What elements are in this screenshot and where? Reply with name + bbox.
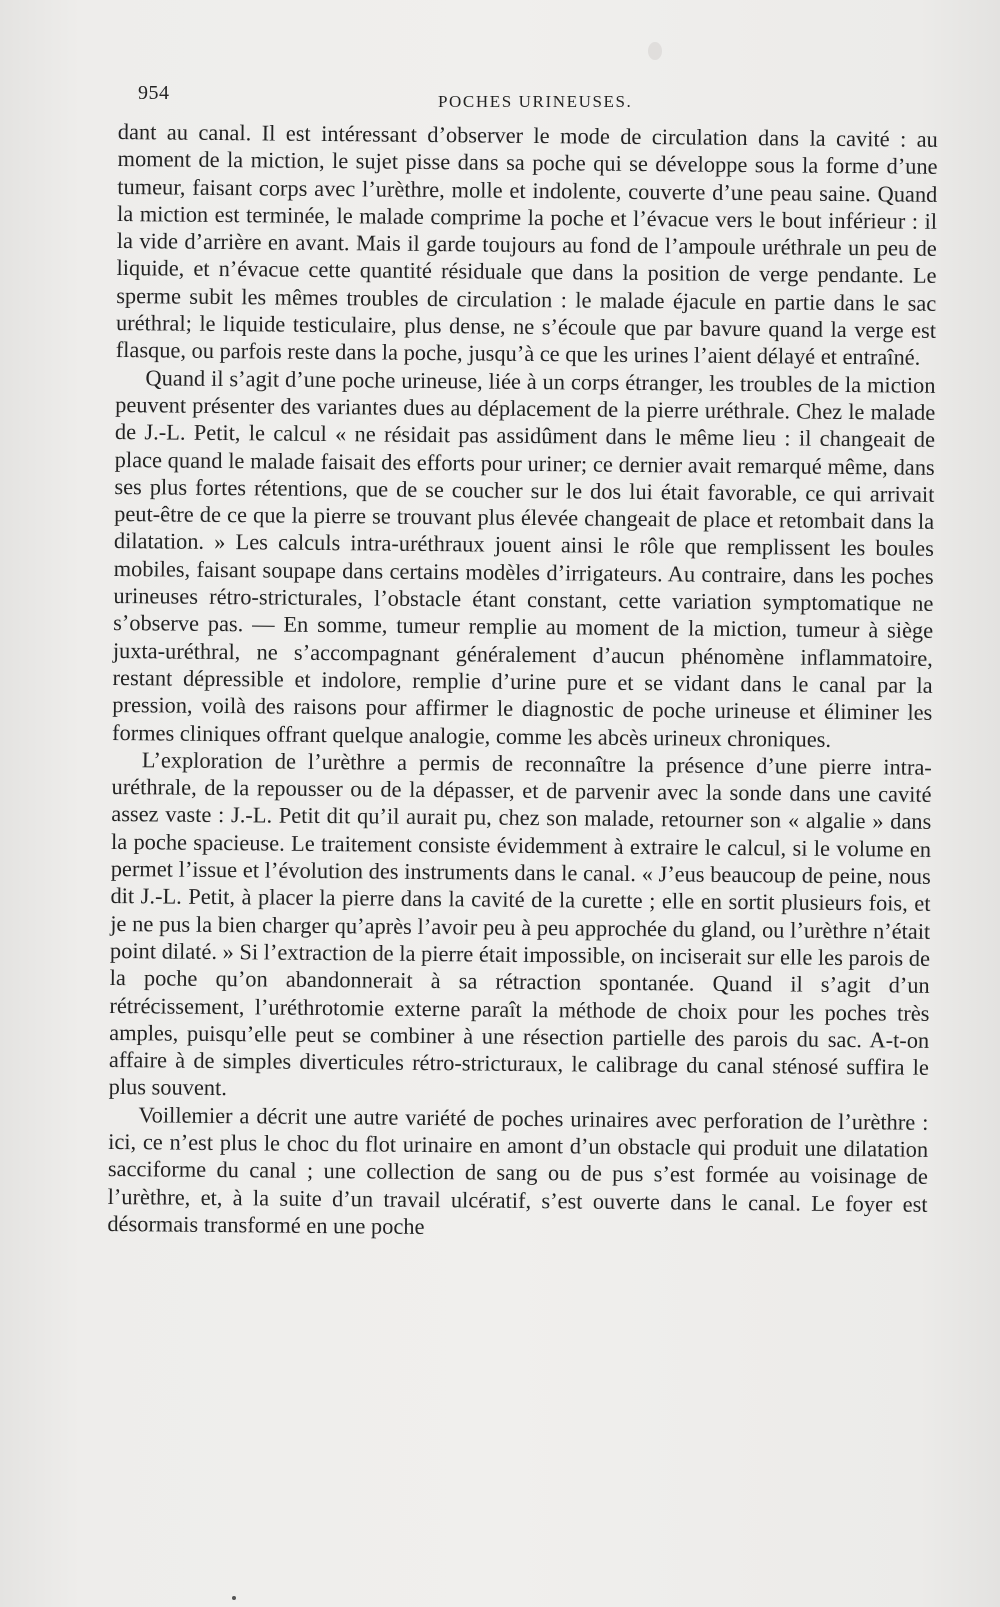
paragraph-calculus-symptoms: Quand il s’agit d’une poche urineuse, liée à un corps étranger, les troubles de la miction peuvent présenter des variantes dues au déplacement de la pierre uréthrale. Chez le malade de J.-L. Petit, le calcul « ne résidait pas assidûment dans le même lieu : il changeait de place quand le malade faisait des efforts pour uriner; ce dernier avait remarqué même, dans ses plus fortes rétentions, que de se coucher sur le dos lui était favorable, ce qui arrivait peut-être de ce que la pierre se trouvant plus élevée changeait de place et retombait dans la dilatation. » Les calculs intra-uréthraux jouent ainsi le rôle que remplissent les boules mobiles, faisant soupape dans certains modèles d’irrigateurs. Au contraire, dans les poches urineuses rétro-stricturales, l’obstacle étant constant, cette variation symptomatique ne s’observe pas. — En somme, tumeur remplie au moment de la miction, tumeur à siège juxta-uréthral, ne s’accompagnant généralement d’aucun phénomène inflammatoire, restant dépressible et indolore, remplie d’urine pure et se vidant dans le canal par la pression, voilà des raisons pour affirmer le diagnostic de poche urineuse et éliminer les formes cliniques offrant quelque analogie, comme les abcès urineux chroniques. [111,364,936,752]
page-header [138,82,938,114]
body-text [107,118,938,1245]
running-title: POCHES URINEUSES. [438,92,633,111]
ink-speck [232,1596,236,1600]
paragraph-voillemier: Voillemier a décrit une autre variété de poches urinaires avec perforation de l’urèthre : ici, ce n’est plus le choc du flot urinaire en amont d’un obstacle qui produit une dilatation sacciforme du canal ; une collection de sang ou de pus s’est formée au voisinage de l’urèthre, et, à la suite d’un travail ulcératif, s’est ouverte dans le canal. Le foyer est désormais transformé en une poche [107,1101,929,1239]
paragraph-treatment: L’exploration de l’urèthre a permis de reconnaître la présence d’une pierre intra-uréthrale, de la repousser ou de la dépasser, et de parvenir avec la sonde dans une cavité assez vaste : J.-L. Petit dit qu’il aurait pu, chez son malade, retourner son « algalie » dans la poche spacieuse. Le traitement consiste évidemment à extraire le calcul, si le volume en permet l’issue et l’évolution des instruments dans le canal. « J’eus beaucoup de peine, nous dit J.-L. Petit, à placer la pierre dans la cavité de la curette ; elle en sortit plusieurs fois, et je ne pus la bien charger qu’après l’avoir peu à peu approchée du gland, ou l’urèthre n’était point dilaté. » Si l’extraction de la pierre était impossible, on inciserait sur elle les parois de la poche qu’on abandonnerait à sa rétraction spontanée. Quand il s’agit d’un rétrécissement, l’uréthrotomie externe paraît la méthode de choix pour les poches très amples, puisqu’elle peut se combiner à une résection partielle des parois du sac. A-t-on affaire à de simples diverticules rétro-stricturaux, le calibrage du canal sténosé suffira le plus souvent. [108,747,932,1101]
page-number: 954 [138,82,170,104]
paper-blemish [648,42,662,60]
paragraph-continuation: dant au canal. Il est intéressant d’observer le mode de circulation dans la cavité : au moment de la miction, le sujet pisse dans sa poche qui se développe sous la forme d’une tumeur, faisant corps avec l’urèthre, molle et indolente, couverte d’une peau saine. Quand la miction est terminée, le malade comprime la poche et l’évacue vers le bout inférieur : il la vide d’arrière en avant. Mais il garde toujours au fond de l’ampoule uréthrale un peu de liquide, et n’évacue cette quantité résiduale que dans la position de verge pendante. Le sperme subit les mêmes troubles de circulation : le malade éjacule en partie dans le sac uréthral; le liquide testiculaire, plus dense, ne s’écoule que par bavure quand la verge est flasque, ou parfois reste dans la poche, jusqu’à ce que les urines l’aient délayé et entraîné. [115,118,938,371]
